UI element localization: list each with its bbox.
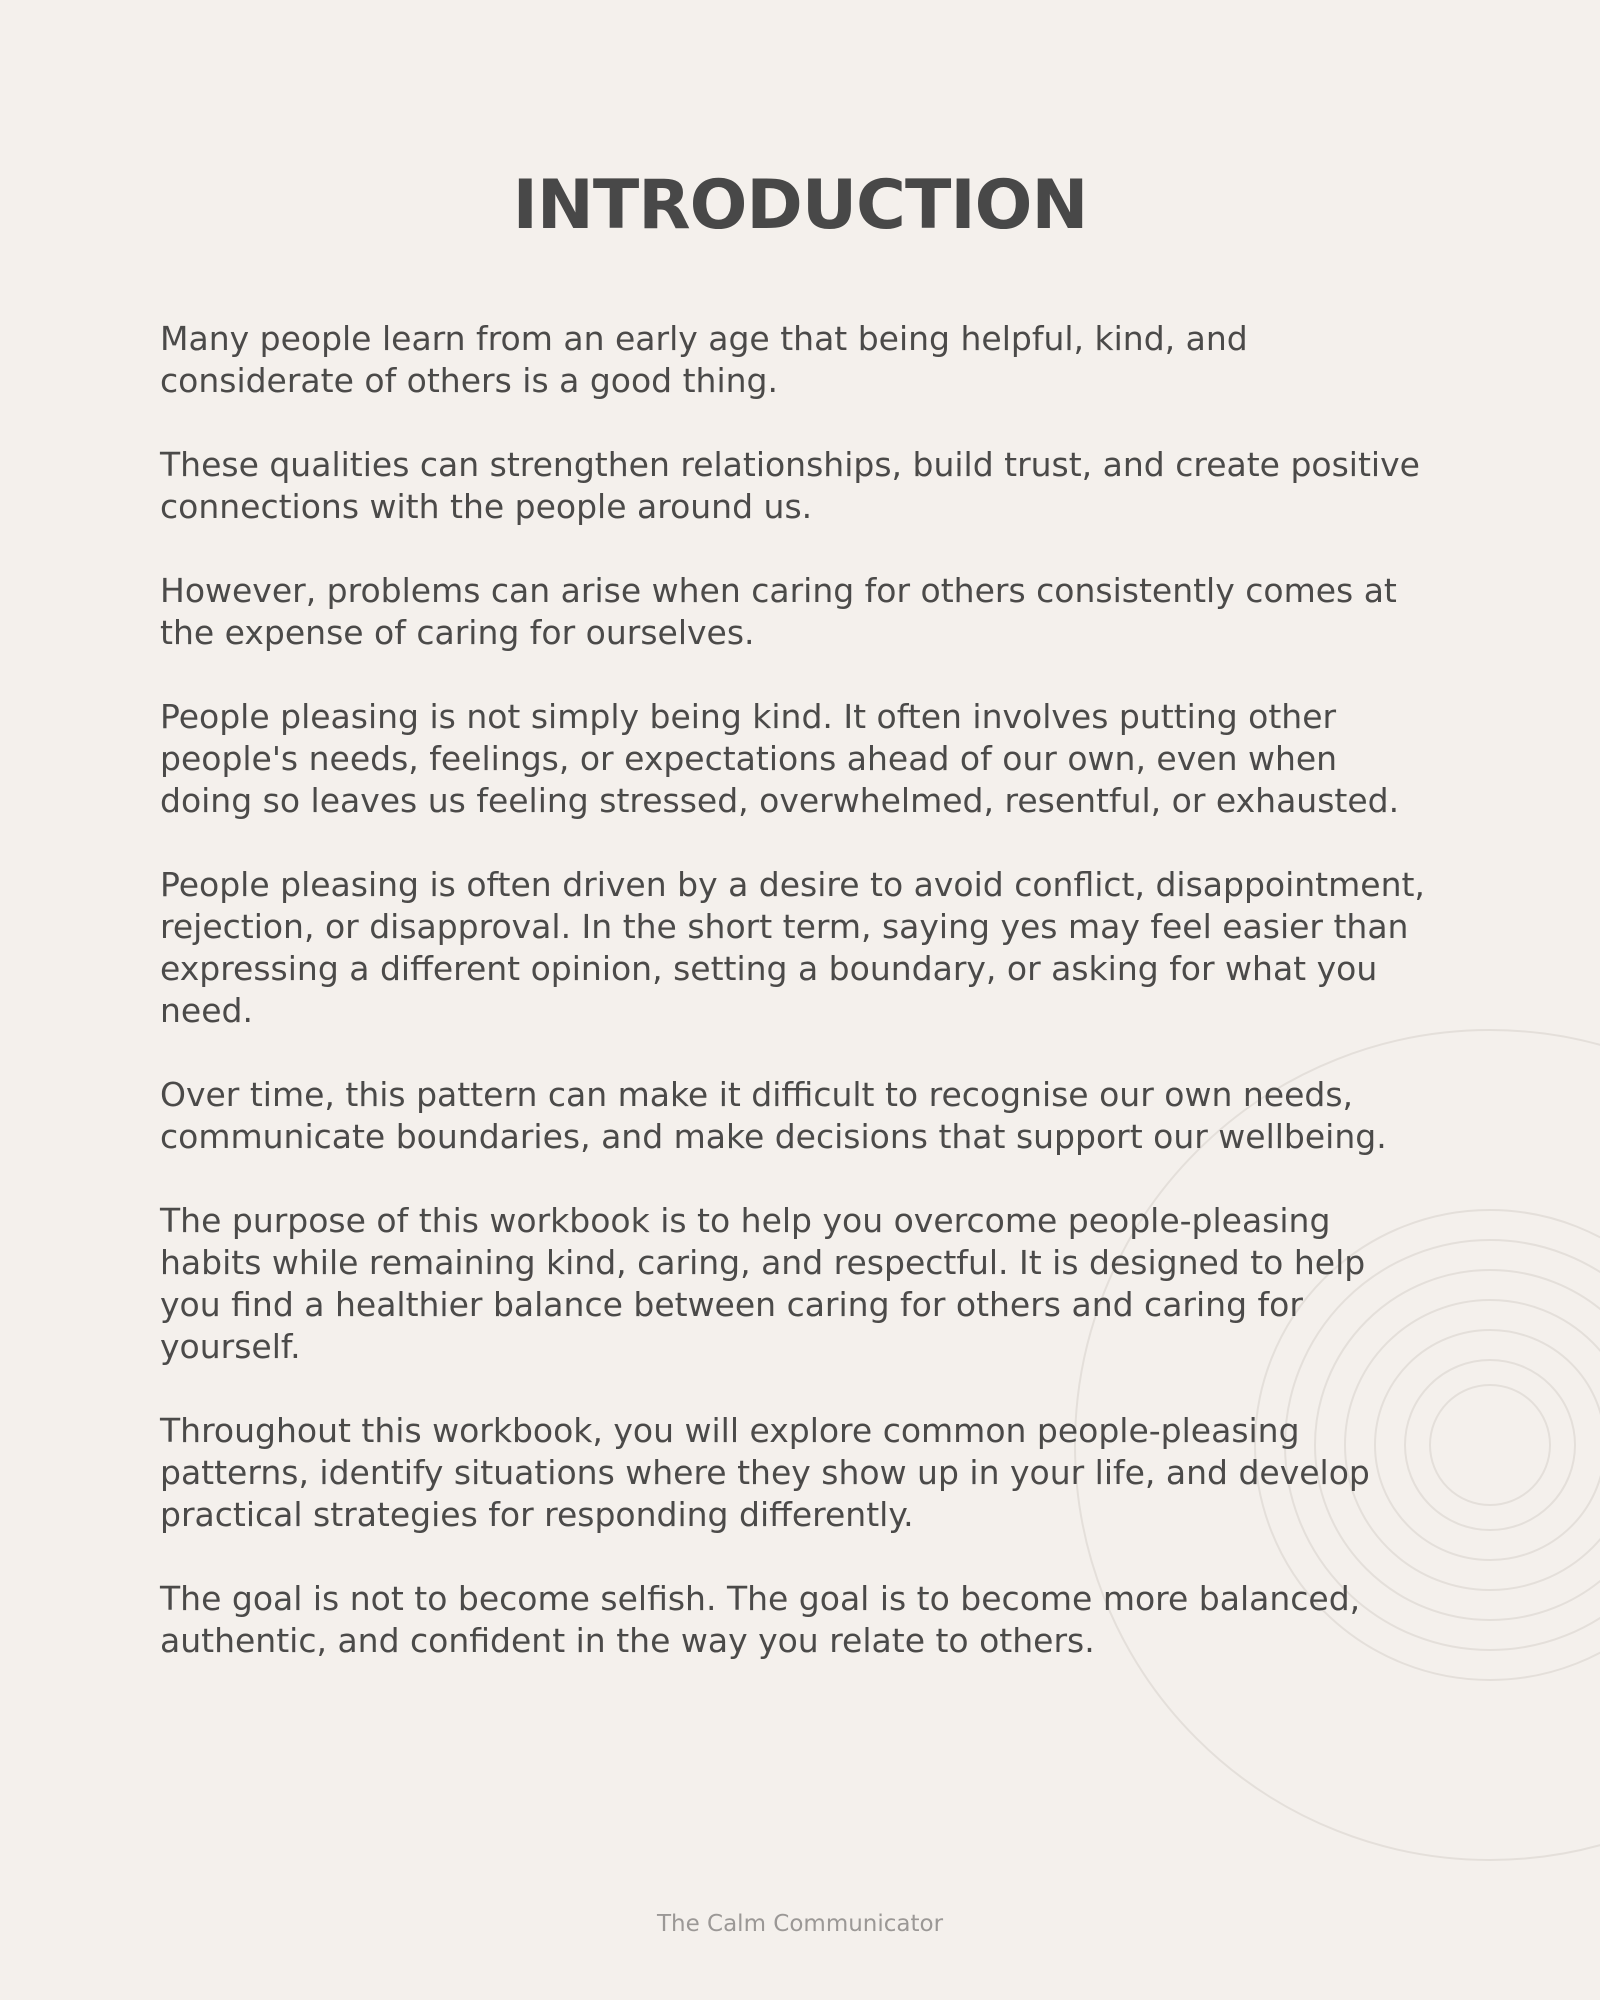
intro-body	[160, 318, 1430, 1704]
paragraph-2: These qualities can strengthen relationships, build trust, and create positive connections with the people around us.	[160, 445, 1420, 526]
paragraph-8: Throughout this workbook, you will explore common people-pleasing patterns, identify situations where they show up in your life, and develop practical strategies for responding differently.	[160, 1411, 1370, 1534]
paragraph-3: However, problems can arise when caring for others consistently comes at the expense of caring for ourselves.	[160, 571, 1397, 652]
paragraph-4: People pleasing is not simply being kind. It often involves putting other people's needs, feelings, or expectations ahead of our own, even when doing so leaves us feeling stressed, overwhelmed, resentful, or exhausted.	[160, 697, 1400, 820]
paragraph-7: The purpose of this workbook is to help you overcome people-pleasing habits while remaining kind, caring, and respectful. It is designed to help you find a healthier balance between caring for others and caring for yourself.	[160, 1201, 1366, 1366]
paragraph-6: Over time, this pattern can make it difficult to recognise our own needs, communicate boundaries, and make decisions that support our wellbeing.	[160, 1075, 1387, 1156]
page-title: INTRODUCTION	[512, 166, 1088, 245]
paragraph-5: People pleasing is often driven by a desire to avoid conflict, disappointment, rejection, or disapproval. In the short term, saying yes may feel easier than expressing a different opinion, setting a boundary, or asking for what you need.	[160, 865, 1425, 1030]
paragraph-9: The goal is not to become selfish. The goal is to become more balanced, authentic, and confident in the way you relate to others.	[160, 1579, 1361, 1660]
paragraph-1: Many people learn from an early age that being helpful, kind, and considerate of others is a good thing.	[160, 319, 1248, 400]
page-footer: The Calm Communicator	[656, 1911, 944, 1937]
